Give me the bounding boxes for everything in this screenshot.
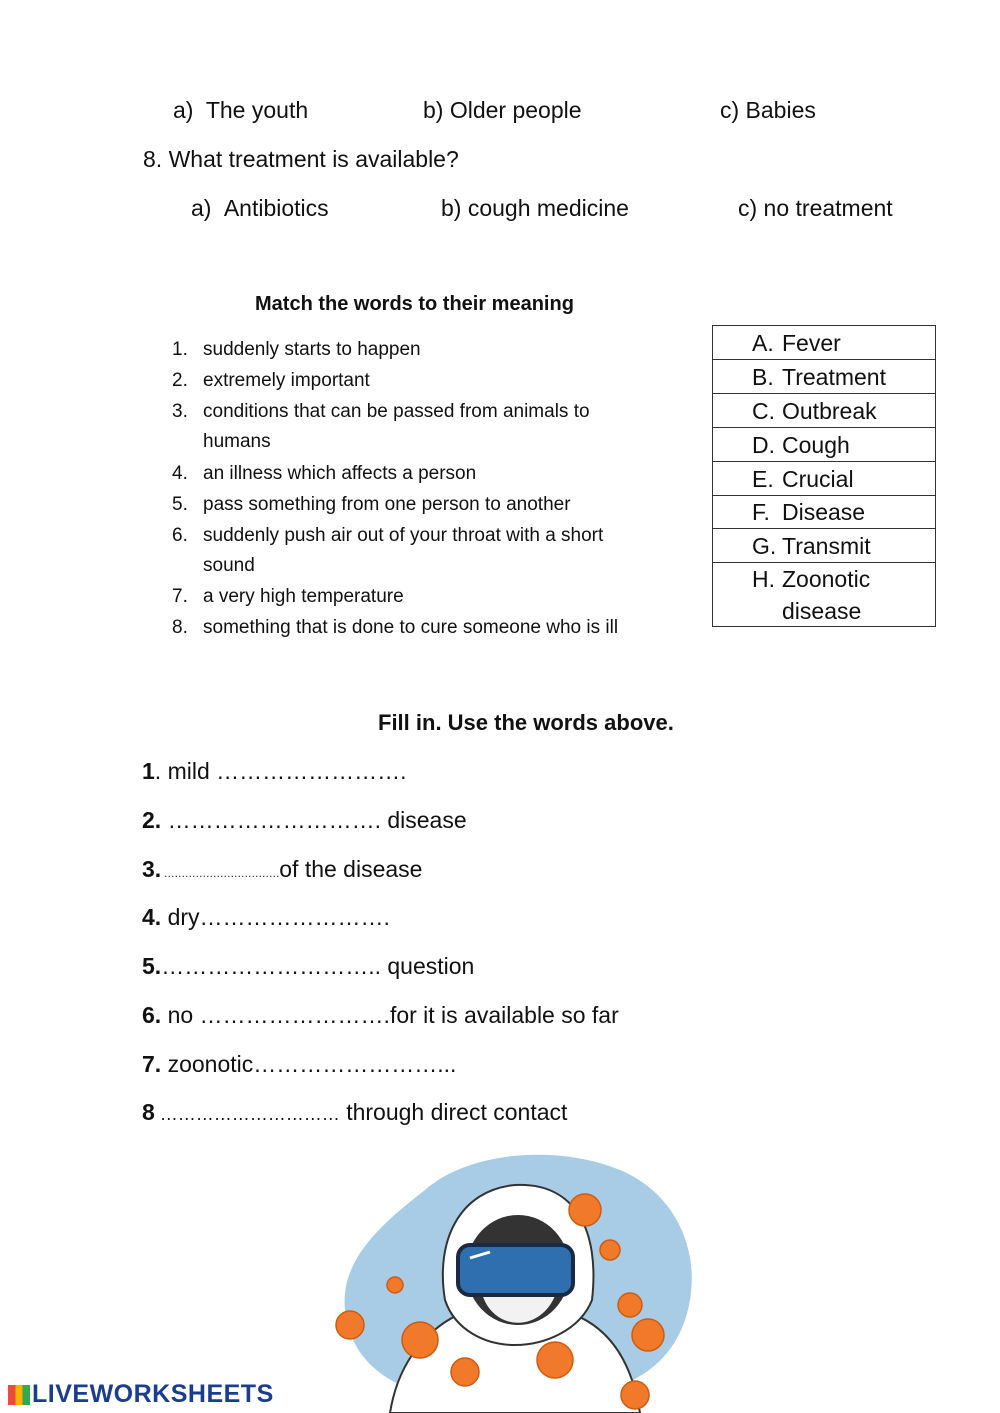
- fill-text: through direct contact: [339, 1099, 568, 1125]
- definition-text: a very high temperature: [203, 586, 404, 607]
- definition-item: [172, 520, 603, 551]
- definition-number: 8.: [172, 617, 188, 638]
- fill-title: Fill in. Use the words above.: [378, 710, 674, 735]
- fill-number: 2.: [142, 807, 162, 833]
- fill-text: . mild …………………….: [154, 758, 407, 784]
- definition-number: 4.: [172, 463, 188, 484]
- word-bank-cell[interactable]: [713, 529, 935, 563]
- word-text: Disease: [782, 499, 866, 525]
- fill-item[interactable]: [142, 1051, 456, 1078]
- definition-item: [172, 365, 370, 396]
- definition-text: extremely important: [203, 370, 370, 391]
- word-bank-cell[interactable]: [713, 462, 935, 496]
- definition-number: 3.: [172, 401, 188, 422]
- word-bank-table: [712, 325, 936, 627]
- definition-text: pass something from one person to another: [203, 494, 571, 515]
- fill-blank: ……………………………: [161, 868, 280, 880]
- q8-question: 8. What treatment is available?: [143, 146, 459, 172]
- q8-option-a[interactable]: [191, 195, 329, 222]
- word-bank-cell[interactable]: [713, 563, 935, 626]
- definition-item: [172, 612, 618, 643]
- definition-number: 7.: [172, 586, 188, 607]
- fill-number: 6.: [142, 1002, 162, 1028]
- word-text-continuation: disease: [782, 598, 862, 624]
- word-text: Cough: [782, 432, 850, 458]
- word-bank-cell[interactable]: [713, 428, 935, 462]
- word-bank-cell[interactable]: [713, 394, 935, 428]
- fill-text: no …………………….for it is available so far: [161, 1002, 619, 1028]
- word-letter: E.: [752, 466, 774, 492]
- definition-text: conditions that can be passed from animals to: [203, 401, 590, 422]
- word-bank-cell[interactable]: [713, 360, 935, 394]
- word-letter: G.: [752, 533, 777, 559]
- word-bank-cell[interactable]: [713, 496, 935, 529]
- fill-number: 3.: [142, 856, 162, 882]
- fill-blank: …………………………: [154, 1104, 340, 1124]
- definition-number: 5.: [172, 494, 188, 515]
- liveworksheets-logo[interactable]: [8, 1380, 274, 1409]
- definition-text: suddenly starts to happen: [203, 339, 421, 360]
- word-text: Treatment: [782, 364, 886, 390]
- fill-number: 8: [142, 1099, 155, 1125]
- fill-text: ………………………. disease: [161, 807, 467, 833]
- fill-text: zoonotic……………………...: [161, 1051, 457, 1077]
- fill-item[interactable]: [142, 758, 407, 785]
- word-letter: B.: [752, 364, 774, 390]
- fill-text: dry…………………….: [161, 904, 390, 930]
- q7-option-c[interactable]: c) Babies: [720, 97, 816, 123]
- word-bank-cell[interactable]: [713, 326, 935, 360]
- match-title: Match the words to their meaning: [255, 293, 574, 315]
- q7-option-a[interactable]: [173, 97, 308, 124]
- word-letter: A.: [752, 330, 774, 356]
- word-text: Fever: [782, 330, 841, 356]
- definition-text: something that is done to cure someone who is ill: [203, 617, 619, 638]
- definition-number: 6.: [172, 525, 188, 546]
- q8-option-a-text: Antibiotics: [223, 195, 329, 221]
- fill-number: 4.: [142, 904, 162, 930]
- fill-text: ……………………….. question: [161, 953, 475, 979]
- goggles-icon: [458, 1245, 573, 1295]
- q8-option-b[interactable]: b) cough medicine: [441, 195, 629, 221]
- q7-option-a-letter: a): [173, 97, 194, 123]
- fill-item[interactable]: [142, 953, 474, 980]
- definition-number: 1.: [172, 339, 188, 360]
- definition-item: [172, 489, 571, 520]
- word-letter: H.: [752, 566, 775, 592]
- word-text: Crucial: [782, 466, 854, 492]
- q8-option-c[interactable]: c) no treatment: [738, 195, 893, 221]
- word-letter: D.: [752, 432, 775, 458]
- logo-mark-icon: [8, 1385, 30, 1405]
- definition-text: suddenly push air out of your throat with a short: [203, 525, 604, 546]
- fill-item[interactable]: [142, 904, 390, 931]
- word-letter: F.: [752, 499, 770, 525]
- definition-number: 2.: [172, 370, 188, 391]
- q7-option-b[interactable]: b) Older people: [423, 97, 582, 123]
- word-text: Zoonotic: [782, 566, 871, 592]
- word-text: Transmit: [782, 533, 871, 559]
- definition-item: [172, 458, 476, 489]
- q8-option-a-letter: a): [191, 195, 212, 221]
- q7-option-a-text: The youth: [205, 97, 309, 123]
- fill-number: 1: [142, 758, 155, 784]
- definition-text: an illness which affects a person: [203, 463, 477, 484]
- definition-item: [172, 396, 590, 427]
- definition-item: [172, 581, 404, 612]
- brand-name: LIVEWORKSHEETS: [32, 1380, 274, 1408]
- definition-continuation: humans: [203, 431, 271, 452]
- fill-item[interactable]: [142, 1099, 567, 1126]
- definition-continuation: sound: [203, 555, 255, 576]
- hazmat-worker-illustration: [330, 1150, 700, 1413]
- fill-text: of the disease: [279, 856, 423, 882]
- fill-item[interactable]: [142, 1002, 619, 1029]
- fill-number: 7.: [142, 1051, 162, 1077]
- fill-item[interactable]: [142, 856, 422, 883]
- fill-number: 5.: [142, 953, 162, 979]
- fill-item[interactable]: [142, 807, 467, 834]
- word-letter: C.: [752, 398, 775, 424]
- word-text: Outbreak: [782, 398, 877, 424]
- definition-item: [172, 334, 421, 365]
